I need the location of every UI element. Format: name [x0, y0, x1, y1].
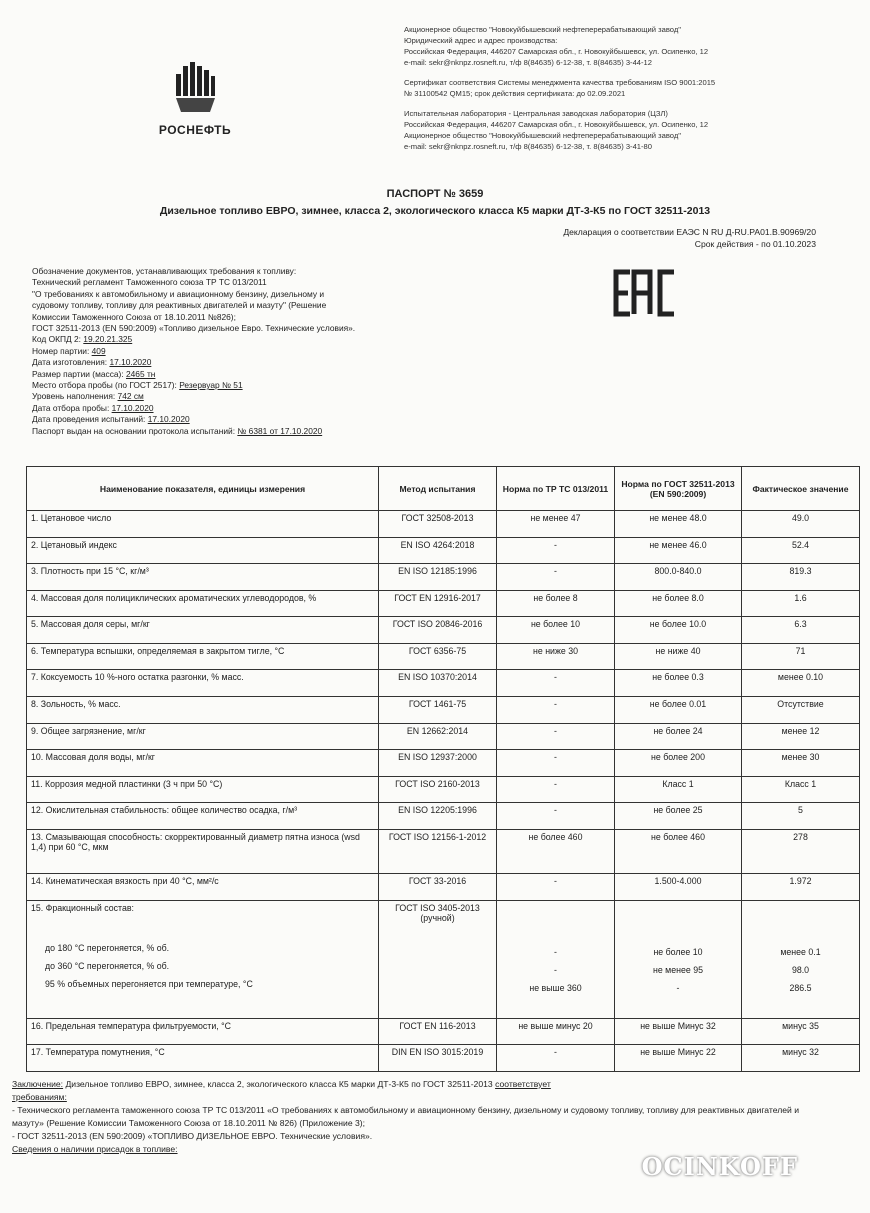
sub-norm-tr: - [554, 964, 557, 975]
row-method: EN ISO 4264:2018 [379, 537, 497, 564]
lab-name: Испытательная лаборатория - Центральная заводская лаборатория (ЦЗЛ) [404, 109, 668, 118]
sub-norm-tr: не выше 360 [529, 982, 582, 993]
row-name: 12. Окислительная стабильность: общее количество осадка, г/м³ [27, 803, 379, 830]
conclusion-item: - ГОСТ 32511-2013 (EN 590:2009) «ТОПЛИВО ДИЗЕЛЬНОЕ ЕВРО. Технические условия». [12, 1131, 373, 1141]
logo-text: РОСНЕФТЬ [158, 123, 232, 137]
row-name: 9. Общее загрязнение, мг/кг [27, 723, 379, 750]
row-norm-gost: не выше Минус 32 [615, 1018, 742, 1045]
row-actual: менее 0.10 [742, 670, 860, 697]
row-norm-tr: - [497, 776, 615, 803]
table-header-row [27, 467, 860, 511]
row-norm-tr: - [497, 670, 615, 697]
row-method: ГОСТ ISO 12156-1-2012 [379, 829, 497, 873]
company-contacts: e-mail: sekr@nknpz.rosneft.ru, т/ф 8(84635) 6-12-38, т. 8(84635) 3-44-12 [404, 58, 653, 67]
passport-meta [32, 266, 452, 437]
row-method: ГОСТ 33-2016 [379, 874, 497, 901]
conclusion-main: Заключение: Дизельное топливо ЕВРО, зимнее, класса 2, экологического класса К5 марки ДТ-3-К5 по ГОСТ 32511-2013 соответствует [12, 1079, 551, 1089]
row-norm-tr: - [497, 537, 615, 564]
row-method: ГОСТ ISO 2160-2013 [379, 776, 497, 803]
table-row [27, 723, 860, 750]
row-actual: 1.6 [742, 590, 860, 617]
fill-level: Уровень наполнения: 742 см [32, 391, 144, 402]
table-row-fractional [27, 900, 860, 1018]
row-name: 15. Фракционный состав: [31, 902, 134, 913]
table-row [27, 874, 860, 901]
watermark: OCINKOFF [641, 1152, 798, 1181]
row-name: 6. Температура вспышки, определяемая в закрытом тигле, °С [27, 643, 379, 670]
rosneft-logo-icon [172, 60, 218, 116]
row-method: ГОСТ EN 116-2013 [379, 1018, 497, 1045]
sampling-place: Место отбора пробы (по ГОСТ 2517): Резервуар № 51 [32, 380, 243, 391]
row-actual: менее 30 [742, 750, 860, 777]
declaration [480, 226, 816, 250]
row-norm-tr: - [497, 1045, 615, 1072]
company-address-label: Юридический адрес и адрес производства: [404, 36, 558, 45]
conclusion-item: - Технического регламента таможенного союза ТР ТС 013/2011 «О требованиях к автомобильному и авиационному бензину, дизельному и судовому топливу, топливу для реактивных двигателей и мазуту» (Решение Комиссии Таможенного Союза от 18.10.2011 № 826) (Приложение 3); [12, 1105, 800, 1128]
row-norm-gost: не более 8.0 [615, 590, 742, 617]
table-row [27, 643, 860, 670]
table-row [27, 750, 860, 777]
row-norm-tr: - [497, 564, 615, 591]
row-norm-tr: не выше минус 20 [497, 1018, 615, 1045]
header-actual: Фактическое значение [742, 467, 860, 511]
row-norm-gost: Класс 1 [615, 776, 742, 803]
row-method: EN ISO 12205:1996 [379, 803, 497, 830]
docs-line: ГОСТ 32511-2013 (EN 590:2009) «Топливо дизельное Евро. Технические условия». [32, 323, 356, 334]
batch-number: Номер партии: 409 [32, 345, 106, 356]
table-row [27, 511, 860, 538]
sub-norm-tr: - [554, 946, 557, 957]
row-norm-tr: - [497, 874, 615, 901]
row-name: 3. Плотность при 15 °С, кг/м³ [27, 564, 379, 591]
company-info [404, 24, 824, 161]
row-method: EN ISO 10370:2014 [379, 670, 497, 697]
row-norm-tr: не более 10 [497, 617, 615, 644]
sub-row-name: до 180 °С перегоняется, % об. [45, 942, 170, 953]
table-row [27, 564, 860, 591]
batch-size: Размер партии (масса): 2465 тн [32, 368, 156, 379]
row-actual: 5 [742, 803, 860, 830]
row-name: 4. Массовая доля полициклических ароматических углеводородов, % [27, 590, 379, 617]
header-norm-gost: Норма по ГОСТ 32511-2013 (EN 590:2009) [615, 467, 742, 511]
lab-company: Акционерное общество "Новокуйбышевский нефтеперерабатывающий завод" [404, 131, 681, 140]
table-row [27, 537, 860, 564]
table-row [27, 617, 860, 644]
conclusion-requirements: требованиям: [12, 1092, 67, 1102]
table-row [27, 697, 860, 724]
manufacture-date: Дата изготовления: 17.10.2020 [32, 357, 152, 368]
row-actual: минус 32 [742, 1045, 860, 1072]
row-name: 7. Коксуемость 10 %-ного остатка разгонки, % масс. [27, 670, 379, 697]
row-norm-gost: не более 460 [615, 829, 742, 873]
table-row [27, 776, 860, 803]
row-norm-gost: не более 200 [615, 750, 742, 777]
conclusion [12, 1078, 832, 1156]
row-actual: 49.0 [742, 511, 860, 538]
row-actual: 1.972 [742, 874, 860, 901]
row-method: ГОСТ 1461-75 [379, 697, 497, 724]
sub-actual: менее 0.1 [780, 946, 821, 957]
additives-info: Сведения о наличии присадок в топливе: [12, 1144, 178, 1154]
row-actual: минус 35 [742, 1018, 860, 1045]
sub-row-name: 95 % объемных перегоняется при температуре, °С [45, 978, 253, 989]
table-row [27, 670, 860, 697]
row-norm-gost: не ниже 40 [615, 643, 742, 670]
row-method: EN ISO 12937:2000 [379, 750, 497, 777]
docs-line: Комиссии Таможенного Союза от 18.10.2011 №826); [32, 311, 236, 322]
docs-line: Технический регламент Таможенного союза ТР ТС 013/2011 [32, 277, 267, 288]
declaration-validity: Срок действия - по 01.10.2023 [694, 239, 816, 249]
row-method: DIN EN ISO 3015:2019 [379, 1045, 497, 1072]
docs-header: Обозначение документов, устанавливающих требования к топливу: [32, 266, 297, 276]
row-method: ГОСТ ISO 3405-2013 (ручной) [379, 900, 497, 1018]
row-norm-tr: не менее 47 [497, 511, 615, 538]
row-name: 16. Предельная температура фильтруемости, °С [27, 1018, 379, 1045]
certificate-line: Сертификат соответствия Системы менеджмента качества требованиям ISO 9001:2015 [404, 78, 716, 87]
row-norm-gost: не более 24 [615, 723, 742, 750]
issued-basis: Паспорт выдан на основании протокола испытаний: № 6381 от 17.10.2020 [32, 425, 323, 436]
row-method: ГОСТ 32508-2013 [379, 511, 497, 538]
row-norm-gost: не более 0.3 [615, 670, 742, 697]
certificate-number: № 31100542 QM15; срок действия сертификата: до 02.09.2021 [404, 89, 626, 98]
company-name: Акционерное общество "Новокуйбышевский нефтеперерабатывающий завод" [404, 25, 681, 34]
row-actual: 52.4 [742, 537, 860, 564]
table-row [27, 1045, 860, 1072]
row-name: 14. Кинематическая вязкость при 40 °С, мм²/с [27, 874, 379, 901]
row-actual: 6.3 [742, 617, 860, 644]
sub-actual: 286.5 [789, 982, 812, 993]
row-actual: менее 12 [742, 723, 860, 750]
conclusion-label: Заключение: [12, 1079, 64, 1089]
row-method: EN 12662:2014 [379, 723, 497, 750]
product-title: Дизельное топливо ЕВРО, зимнее, класса 2, экологического класса К5 марки ДТ-3-К5 по ГОСТ 32511-2013 [159, 205, 711, 217]
row-method: EN ISO 12185:1996 [379, 564, 497, 591]
row-name: 17. Температура помутнения, °С [27, 1045, 379, 1072]
row-actual: 819.3 [742, 564, 860, 591]
sub-norm-gost: не менее 95 [652, 964, 703, 975]
row-actual: 278 [742, 829, 860, 873]
row-norm-gost: 1.500-4.000 [615, 874, 742, 901]
row-norm-tr: не ниже 30 [497, 643, 615, 670]
test-date: Дата проведения испытаний: 17.10.2020 [32, 414, 190, 425]
eac-mark-icon [612, 268, 678, 318]
declaration-number: Декларация о соответствии ЕАЭС N RU Д-RU.PA01.B.90969/20 [563, 227, 816, 237]
row-norm-tr: не более 460 [497, 829, 615, 873]
row-method: ГОСТ ISO 20846-2016 [379, 617, 497, 644]
row-name: 8. Зольность, % масс. [27, 697, 379, 724]
sub-actual: 98.0 [791, 964, 810, 975]
row-actual: Класс 1 [742, 776, 860, 803]
row-norm-gost: не более 25 [615, 803, 742, 830]
row-norm-gost: 800.0-840.0 [615, 564, 742, 591]
row-norm-tr: - [497, 697, 615, 724]
row-method: ГОСТ EN 12916-2017 [379, 590, 497, 617]
specification-table [26, 466, 860, 1072]
row-norm-gost: не более 10.0 [615, 617, 742, 644]
header-name: Наименование показателя, единицы измерения [27, 467, 379, 511]
company-address: Российская Федерация, 446207 Самарская обл., г. Новокуйбышевск, ул. Осипенко, 12 [404, 47, 709, 56]
row-norm-gost: не менее 46.0 [615, 537, 742, 564]
passport-title: ПАСПОРТ № 3659 [386, 188, 484, 200]
row-name: 5. Массовая доля серы, мг/кг [27, 617, 379, 644]
sub-row-name: до 360 °С перегоняется, % об. [45, 960, 170, 971]
row-name: 2. Цетановый индекс [27, 537, 379, 564]
docs-line: "О требованиях к автомобильному и авиационному бензину, дизельному и [32, 288, 325, 299]
lab-address: Российская Федерация, 446207 Самарская обл., г. Новокуйбышевск, ул. Осипенко, 12 [404, 120, 709, 129]
row-norm-gost: не выше Минус 22 [615, 1045, 742, 1072]
row-norm-gost: не менее 48.0 [615, 511, 742, 538]
row-norm-tr: не более 8 [497, 590, 615, 617]
row-actual: 71 [742, 643, 860, 670]
sampling-date: Дата отбора пробы: 17.10.2020 [32, 402, 154, 413]
row-norm-tr: - [497, 803, 615, 830]
table-row [27, 803, 860, 830]
sub-norm-gost: - [676, 982, 680, 993]
row-actual: Отсутствие [742, 697, 860, 724]
table-row [27, 829, 860, 873]
table-row [27, 1018, 860, 1045]
row-norm-tr: - [497, 723, 615, 750]
row-norm-gost: не более 0.01 [615, 697, 742, 724]
table-row [27, 590, 860, 617]
row-name: 1. Цетановое число [27, 511, 379, 538]
row-name: 11. Коррозия медной пластинки (3 ч при 50 °С) [27, 776, 379, 803]
header-norm-tr: Норма по ТР ТС 013/2011 [497, 467, 615, 511]
okpd-code: Код ОКПД 2: 19.20.21.325 [32, 334, 133, 345]
row-norm-tr: - [497, 750, 615, 777]
lab-contacts: e-mail: sekr@nknpz.rosneft.ru, т/ф 8(84635) 6-12-38, т. 8(84635) 3-41-80 [404, 142, 653, 151]
row-method: ГОСТ 6356-75 [379, 643, 497, 670]
header-method: Метод испытания [379, 467, 497, 511]
row-name: 13. Смазывающая способность: скорректированный диаметр пятна износа (wsd 1,4) при 60 °С, мкм [27, 829, 379, 873]
docs-line: судовому топливу, топливу для реактивных двигателей и мазуту" (Решение [32, 300, 327, 311]
row-name: 10. Массовая доля воды, мг/кг [27, 750, 379, 777]
sub-norm-gost: не более 10 [653, 946, 703, 957]
company-logo [150, 60, 240, 137]
